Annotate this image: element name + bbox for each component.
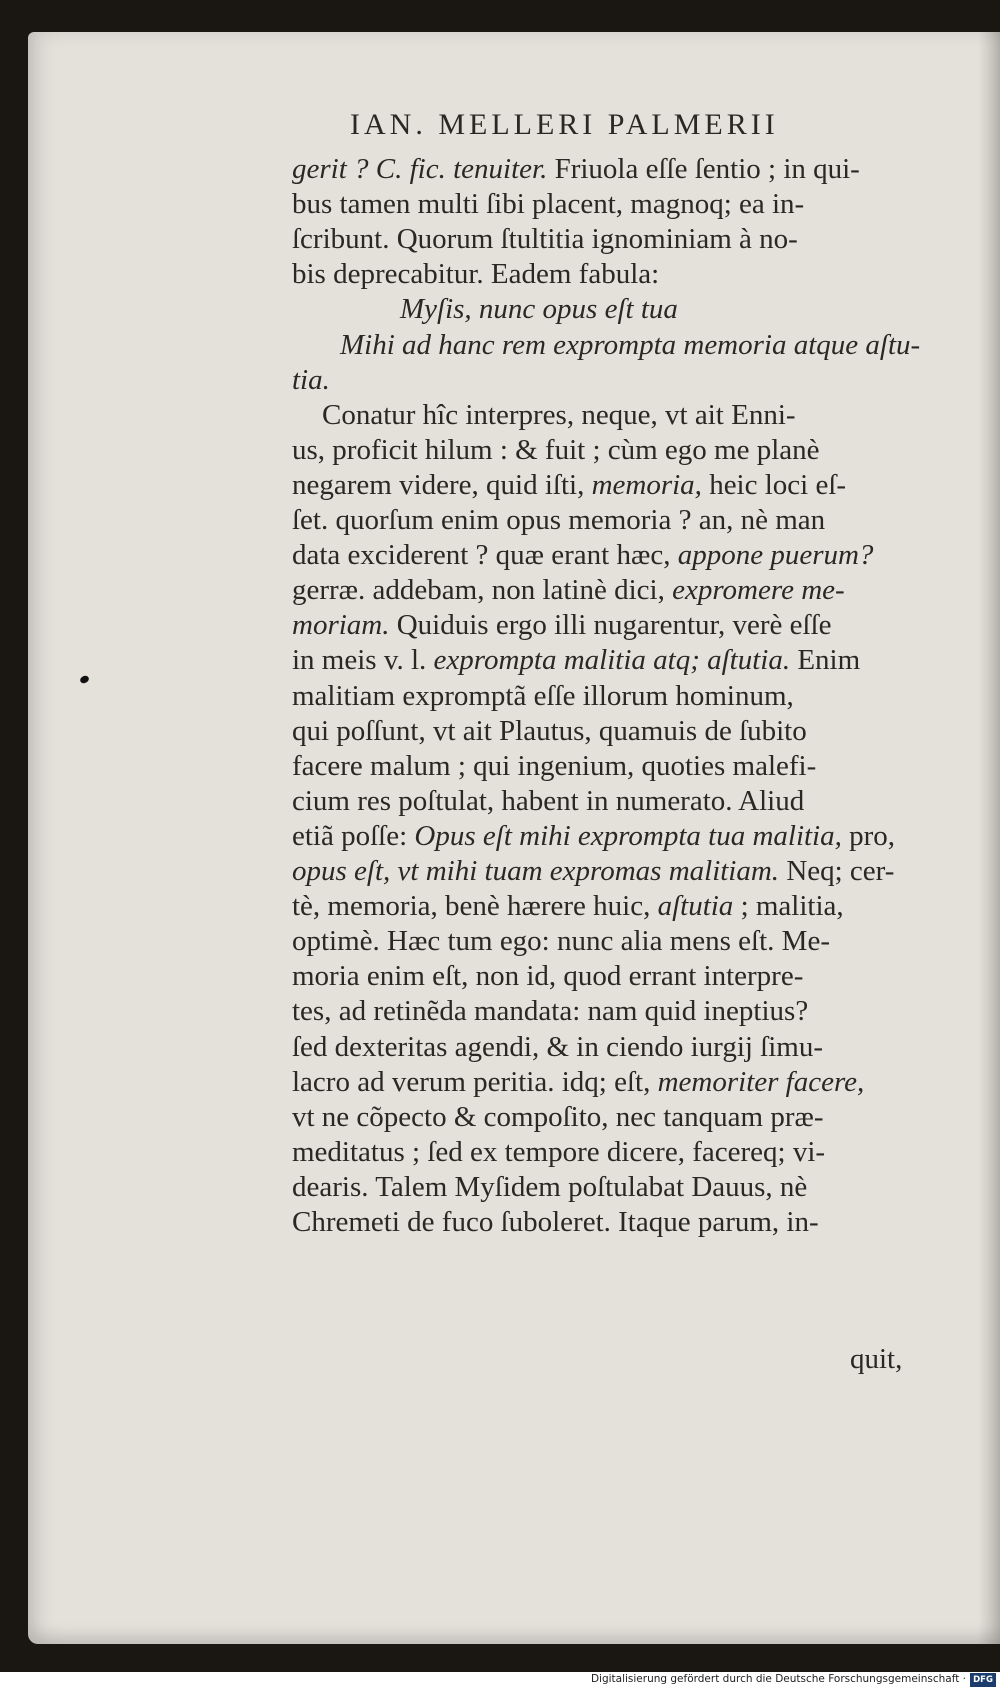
text-line bbox=[292, 957, 803, 995]
text-line bbox=[292, 992, 808, 1030]
roman-text: Neq; cer- bbox=[779, 855, 895, 887]
text-line bbox=[292, 1203, 819, 1241]
text-line bbox=[292, 1098, 824, 1136]
text-line bbox=[322, 396, 796, 434]
running-head-text: IAN. MELLERI PALMERII bbox=[350, 108, 779, 141]
text-line bbox=[292, 606, 832, 644]
italic-phrase: Myſis, nunc opus eſt tua bbox=[400, 293, 678, 326]
roman-text: ſcribunt. Quorum ſtultitia ignominiam à no- bbox=[292, 223, 798, 256]
dfg-logo: DFG bbox=[970, 1673, 996, 1687]
text-line bbox=[292, 712, 807, 750]
text-line bbox=[292, 1168, 807, 1206]
text-line bbox=[292, 922, 830, 960]
roman-text: pro, bbox=[841, 819, 896, 852]
catchword: quit, bbox=[850, 1343, 903, 1375]
footer-credit: Digitalisierung gefördert durch die Deutsche Forschungsgemeinschaft · bbox=[590, 1673, 966, 1685]
text-line bbox=[292, 887, 844, 925]
roman-text: qui poſſunt, vt ait Plautus, quamuis de ſubito bbox=[292, 714, 807, 747]
roman-text: optimè. Hæc tum ego: nunc alia mens eſt. Me- bbox=[292, 925, 830, 958]
roman-text: cium res poſtulat, habent in numerato. Aliud bbox=[292, 784, 805, 817]
roman-text: lacro ad verum peritia. idq; eſt, bbox=[292, 1065, 658, 1098]
running-head bbox=[350, 108, 950, 148]
italic-phrase: aſtutia bbox=[657, 890, 734, 923]
text-line bbox=[292, 255, 659, 293]
text-line bbox=[292, 501, 825, 539]
italic-phrase: exprompta malitia atq; aſtutia. bbox=[433, 644, 791, 677]
text-line bbox=[340, 326, 920, 364]
text-line bbox=[292, 677, 794, 715]
roman-text: vt ne cõpecto & compoſito, nec tanquam præ- bbox=[292, 1100, 824, 1133]
roman-text: Enim bbox=[790, 644, 861, 677]
italic-phrase: appone puerum? bbox=[677, 539, 874, 572]
roman-text: gerræ. addebam, non latinè dici, bbox=[292, 574, 673, 607]
italic-phrase: memoriter facere, bbox=[657, 1065, 865, 1098]
roman-text: in meis v. l. bbox=[292, 644, 434, 677]
roman-text: Quiduis ergo illi nugarentur, verè eſſe bbox=[389, 609, 832, 642]
text-line bbox=[292, 466, 846, 504]
text-line bbox=[292, 150, 860, 188]
roman-text: ; malitia, bbox=[733, 890, 844, 923]
text-line bbox=[292, 361, 330, 399]
roman-text: facere malum ; qui ingenium, quoties malefi- bbox=[292, 749, 817, 782]
roman-text: ſet. quorſum enim opus memoria ? an, nè man bbox=[292, 504, 826, 536]
italic-phrase: gerit ? C. fic. tenuiter. bbox=[292, 153, 548, 185]
italic-phrase: expromere me- bbox=[672, 574, 845, 607]
roman-text: us, proficit hilum : & fuit ; cùm ego me planè bbox=[292, 433, 820, 466]
roman-text: Friuola eſſe ſentio ; in qui- bbox=[547, 153, 860, 185]
roman-text: ſed dexteritas agendi, & in ciendo iurgij ſimu- bbox=[292, 1030, 824, 1063]
italic-phrase: Opus eſt mihi exprompta tua malitia, bbox=[414, 819, 842, 852]
text-line bbox=[292, 817, 895, 855]
roman-text: moria enim eſt, non id, quod errant interpre- bbox=[292, 960, 804, 993]
page-fore-edge-shadow bbox=[978, 32, 1000, 1644]
roman-text: heic loci eſ- bbox=[701, 468, 847, 501]
roman-text: negarem videre, quid iſti, bbox=[292, 468, 592, 501]
italic-phrase: moriam. bbox=[292, 609, 390, 642]
text-line bbox=[400, 290, 678, 328]
italic-phrase: tia. bbox=[292, 363, 330, 396]
roman-text: tè, memoria, benè hærere huic, bbox=[292, 890, 658, 923]
text-line bbox=[292, 1028, 823, 1066]
text-line bbox=[292, 747, 816, 785]
text-line bbox=[292, 220, 798, 258]
roman-text: meditatus ; ſed ex tempore dicere, facereq; vi- bbox=[292, 1135, 826, 1168]
roman-text: dearis. Talem Myſidem poſtulabat Dauus, nè bbox=[292, 1170, 808, 1203]
text-line bbox=[292, 536, 873, 574]
italic-phrase: Mihi ad hanc rem exprompta memoria atque aſtu- bbox=[340, 328, 921, 361]
italic-phrase: memoria, bbox=[591, 468, 702, 501]
roman-text: Conatur hîc interpres, neque, vt ait Enni- bbox=[322, 398, 796, 431]
text-line bbox=[292, 185, 804, 223]
roman-text: etiã poſſe: bbox=[292, 819, 415, 852]
text-line bbox=[292, 571, 845, 609]
text-line bbox=[292, 852, 894, 890]
text-line bbox=[292, 1063, 864, 1101]
roman-text: malitiam expromptã eſſe illorum hominum, bbox=[292, 679, 794, 712]
roman-text: Chremeti de fuco ſuboleret. Itaque parum, in- bbox=[292, 1206, 819, 1238]
text-line bbox=[292, 431, 820, 469]
roman-text: bis deprecabitur. Eadem fabula: bbox=[292, 258, 660, 291]
text-line bbox=[292, 641, 860, 679]
roman-text: tes, ad retinẽda mandata: nam quid ineptius? bbox=[292, 995, 809, 1028]
text-line bbox=[292, 782, 804, 820]
italic-phrase: opus eſt, vt mihi tuam expromas malitiam. bbox=[292, 855, 780, 887]
text-line bbox=[292, 1133, 825, 1171]
roman-text: bus tamen multi ſibi placent, magnoq; ea in- bbox=[292, 188, 805, 221]
roman-text: data exciderent ? quæ erant hæc, bbox=[292, 539, 678, 572]
